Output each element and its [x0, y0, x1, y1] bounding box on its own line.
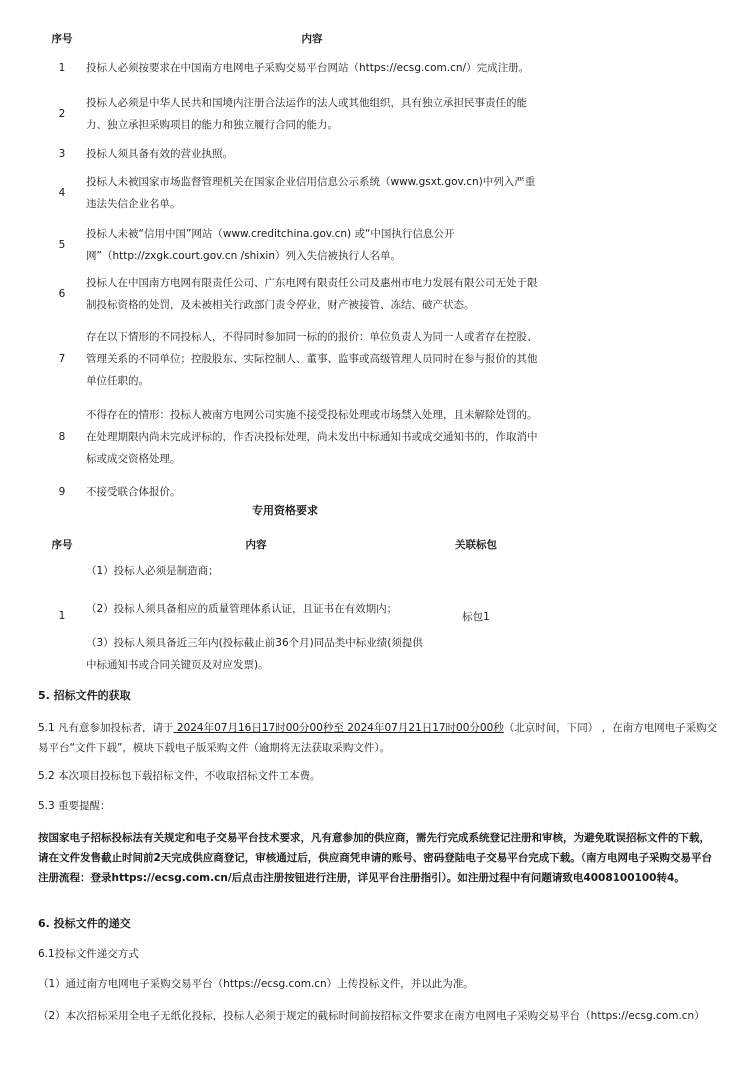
special-item-3: （3）投标人须具备近三年内(投标截止前36个月)同品类中标业绩(须提供中标通知书或合同关键页及对应发票)。	[86, 637, 423, 671]
special-requirements-table	[38, 532, 526, 676]
registration-period: 2024年07月16日17时00分00秒至 2024年07月21日17时00分00秒	[173, 722, 504, 734]
header-package: 关联标包	[455, 538, 497, 551]
special-item-2: （2）投标人须具备相应的质量管理体系认证，且证书在有效期内；	[86, 603, 398, 615]
table-row: 8 不得存在的情形：投标人被南方电网公司实施不接受投标处理或市场禁入处理，且未解除处罚的。在处理期限内尚未完成评标的，作否决投标处理，尚未发出中标通知书或成交通知书的，作取消中标或成交资格处理。	[58, 409, 538, 465]
table-row: 5 投标人未被“信用中国”网站（www.creditchina.gov.cn) 或“中国执行信息公开 网”（http://zxgk.court.gov.cn /shixin）列入失信被执行人名单。	[58, 228, 455, 262]
important-notice: 按国家电子招标投标法有关规定和电子交易平台技术要求，凡有意参加的供应商，需先行完成系统登记注册和审核，为避免耽误招标文件的下载，请在文件发售截止时间前2天完成供应商登记，审核通过后，供应商凭申请的账号、密码登陆电子交易平台完成下载。（南方电网电子采购交易平台注册流程：登录https://ecsg.com.cn/后点击注册按钮进行注册，详见平台注册指引）。如注册过程中有问题请致电4008100100转4。	[38, 832, 713, 884]
header-content: 内容	[245, 538, 267, 551]
special-item-1: （1）投标人必须是制造商；	[86, 565, 219, 577]
table-row: 1 投标人必须按要求在中国南方电网电子采购交易平台网站（https://ecsg.com.cn/）完成注册。	[58, 62, 530, 74]
paragraph-6-1: 6.1投标文件递交方式	[38, 948, 139, 960]
submission-item-2: （2）本次招标采用全电子无纸化投标，投标人必须于规定的截标时间前按招标文件要求在南方电网电子采购交易平台（https://ecsg.com.cn）	[38, 1010, 705, 1022]
special-requirements-title: 专用资格要求	[252, 504, 318, 517]
section5-heading: 5. 招标文件的获取	[38, 689, 131, 702]
table-row: 2 投标人必须是中华人民共和国境内注册合法运作的法人或其他组织，具有独立承担民事责任的能力、独立承担采购项目的能力和独立履行合同的能力。	[58, 97, 527, 131]
table-row: 3 投标人须具备有效的营业执照。	[58, 148, 233, 160]
table-row: 7 存在以下情形的不同投标人，不得同时参加同一标的的报价：单位负责人为同一人或者存在控股、管理关系的不同单位；控股股东、实际控制人、董事、监事或高级管理人员同时在参与报价的其他单位任职的。	[58, 331, 538, 387]
table-row: 9 不接受联合体报价。	[58, 486, 181, 498]
section6-heading: 6. 投标文件的递交	[38, 917, 131, 930]
paragraph-5-1: 5.1 凡有意参加投标者，请于 2024年07月16日17时00分00秒至 2024年07月21日17时00分00秒（北京时间，下同） ，在南方电网电子采购交易平台“文件下载”，模块下载电子版采购文件（逾期将无法获取采购文件）。	[38, 722, 718, 754]
paragraph-5-3: 5.3 重要提醒：	[38, 800, 111, 812]
table-row: 1 （1）投标人必须是制造商； （2）投标人须具备相应的质量管理体系认证，且证书在有效期内； （3）投标人须具备近三年内(投标截止前36个月)同品类中标业绩(须提供中标通知书或合同关键页及对应发票)。 标包1	[38, 556, 526, 676]
general-requirements-table	[38, 26, 538, 510]
package-cell: 标包1	[462, 610, 490, 623]
table-row: 4 投标人未被国家市场监督管理机关在国家企业信用信息公示系统（www.gsxt.gov.cn)中列入严重违法失信企业名单。	[58, 176, 536, 210]
header-content: 内容	[301, 32, 323, 45]
table-row: 6 投标人在中国南方电网有限责任公司、广东电网有限责任公司及惠州市电力发展有限公司无处于限制投标资格的处罚，及未被相关行政部门责令停业，财产被接管、冻结、破产状态。	[58, 277, 538, 311]
paragraph-5-2: 5.2 本次项目投标包下载招标文件，不收取招标文件工本费。	[38, 770, 321, 782]
header-no: 序号	[51, 32, 73, 45]
submission-item-1: （1）通过南方电网电子采购交易平台（https://ecsg.com.cn）上传投标文件，并以此为准。	[38, 978, 474, 990]
header-no: 序号	[51, 538, 73, 551]
